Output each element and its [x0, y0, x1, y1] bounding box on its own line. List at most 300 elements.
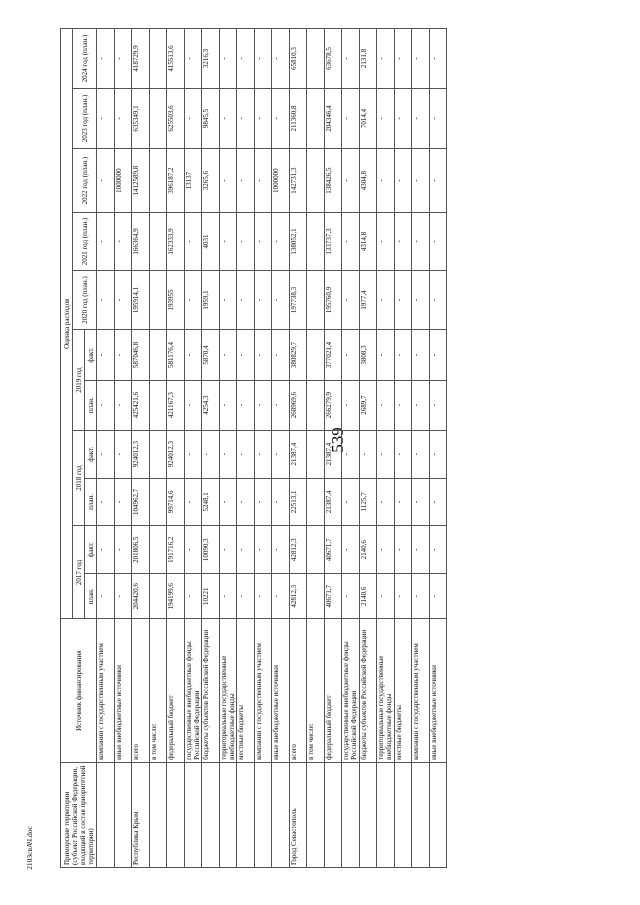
header-2023: 2023 год (план.) — [73, 89, 97, 149]
value-cell: 415513,6 — [167, 29, 185, 89]
source-cell: местные бюджеты — [237, 619, 255, 762]
table-row — [167, 29, 185, 868]
value-cell — [307, 270, 325, 330]
value-cell: - — [377, 526, 395, 574]
value-cell: - — [342, 148, 360, 213]
value-cell: - — [412, 213, 430, 270]
value-cell: - — [114, 526, 132, 574]
value-cell: - — [219, 270, 237, 330]
value-cell: - — [412, 89, 430, 149]
document-footer: 2103свАЧ.doc — [25, 826, 34, 870]
value-cell: - — [114, 430, 132, 478]
source-cell: всего — [132, 619, 150, 762]
territory-cell — [167, 762, 185, 867]
value-cell: 5248,1 — [202, 478, 220, 526]
header-2020: 2020 год (план.) — [73, 270, 97, 330]
value-cell: 9845,5 — [202, 89, 220, 149]
territory-cell — [114, 762, 132, 867]
value-cell: - — [429, 29, 447, 89]
value-cell: 1125,7 — [359, 478, 377, 526]
value-cell: - — [254, 89, 272, 149]
value-cell — [307, 89, 325, 149]
value-cell: - — [237, 148, 255, 213]
value-cell: - — [254, 330, 272, 380]
value-cell: - — [342, 270, 360, 330]
header-2019-fact: факт. — [85, 330, 97, 380]
value-cell: - — [237, 270, 255, 330]
value-cell: 42812,3 — [289, 574, 307, 619]
value-cell: 1977,4 — [359, 270, 377, 330]
header-territory: Приморские территории (субъект Российской Федерации, входящий в состав приоритетной территории) — [61, 762, 97, 867]
value-cell: 7014,4 — [359, 89, 377, 149]
value-cell: - — [97, 148, 115, 213]
value-cell: - — [342, 380, 360, 430]
value-cell — [307, 574, 325, 619]
value-cell: 211360,8 — [289, 89, 307, 149]
value-cell: 133737,3 — [324, 213, 342, 270]
value-cell: - — [114, 29, 132, 89]
value-cell: 4304,8 — [359, 148, 377, 213]
value-cell: 63678,5 — [324, 29, 342, 89]
value-cell: - — [219, 330, 237, 380]
value-cell: - — [219, 478, 237, 526]
value-cell — [149, 29, 167, 89]
value-cell: - — [394, 330, 412, 380]
value-cell: - — [377, 430, 395, 478]
value-cell: - — [429, 89, 447, 149]
value-cell: 1000000 — [114, 148, 132, 213]
value-cell: - — [184, 478, 202, 526]
header-source: Источник финансирования — [61, 619, 97, 762]
value-cell: 587046,8 — [132, 330, 150, 380]
value-cell: - — [254, 270, 272, 330]
value-cell: - — [394, 89, 412, 149]
value-cell: - — [429, 526, 447, 574]
value-cell: - — [429, 430, 447, 478]
value-cell — [307, 526, 325, 574]
value-cell: - — [394, 478, 412, 526]
territory-cell — [202, 762, 220, 867]
value-cell: - — [342, 330, 360, 380]
territory-cell — [324, 762, 342, 867]
value-cell: - — [184, 330, 202, 380]
table-row — [324, 29, 342, 868]
table-row — [97, 29, 115, 868]
value-cell: - — [219, 89, 237, 149]
source-cell: иные внебюджетные источники — [272, 619, 290, 762]
header-2024: 2024 год (план.) — [73, 29, 97, 89]
value-cell — [149, 380, 167, 430]
value-cell: - — [272, 330, 290, 380]
value-cell: - — [254, 380, 272, 430]
value-cell: - — [342, 526, 360, 574]
value-cell: 2140,6 — [359, 574, 377, 619]
value-cell: - — [184, 270, 202, 330]
value-cell: 193955 — [167, 270, 185, 330]
value-cell: - — [184, 526, 202, 574]
value-cell: - — [114, 270, 132, 330]
value-cell: - — [237, 380, 255, 430]
value-cell: - — [377, 89, 395, 149]
value-cell: - — [377, 478, 395, 526]
value-cell: - — [377, 29, 395, 89]
source-cell: территориальные государственные внебюджетные фонды — [219, 619, 237, 762]
header-2017-plan: план. — [85, 574, 97, 619]
source-cell: бюджеты субъектов Российской Федерации — [359, 619, 377, 762]
value-cell: 142731,3 — [289, 148, 307, 213]
value-cell: 197738,3 — [289, 270, 307, 330]
territory-cell — [377, 762, 395, 867]
source-cell: федеральный бюджет — [167, 619, 185, 762]
value-cell: 166364,9 — [132, 213, 150, 270]
value-cell — [307, 430, 325, 478]
value-cell: 1959,1 — [202, 270, 220, 330]
source-cell: бюджеты субъектов Российской Федерации — [202, 619, 220, 762]
source-cell: государственные внебюджетные фонды Российской Федерации — [342, 619, 360, 762]
value-cell: - — [114, 213, 132, 270]
value-cell: - — [97, 380, 115, 430]
value-cell: - — [184, 29, 202, 89]
value-cell: - — [429, 330, 447, 380]
value-cell: 2131,8 — [359, 29, 377, 89]
territory-cell — [307, 762, 325, 867]
value-cell — [307, 148, 325, 213]
table-row — [429, 29, 447, 868]
value-cell: - — [342, 478, 360, 526]
value-cell: - — [272, 213, 290, 270]
territory-cell: Город Севастополь — [289, 762, 307, 867]
table-row — [289, 29, 307, 868]
value-cell: - — [97, 526, 115, 574]
value-cell: - — [254, 430, 272, 478]
value-cell: 104962,7 — [132, 478, 150, 526]
value-cell: - — [342, 213, 360, 270]
value-cell: - — [254, 29, 272, 89]
table-row — [202, 29, 220, 868]
value-cell — [307, 213, 325, 270]
value-cell: 162333,9 — [167, 213, 185, 270]
value-cell: 1412589,8 — [132, 148, 150, 213]
value-cell: - — [114, 478, 132, 526]
value-cell: 194199,6 — [167, 574, 185, 619]
value-cell: - — [114, 330, 132, 380]
value-cell: 3216,3 — [202, 29, 220, 89]
value-cell: - — [97, 574, 115, 619]
value-cell: - — [377, 148, 395, 213]
value-cell: 22513,1 — [289, 478, 307, 526]
value-cell: - — [114, 89, 132, 149]
value-cell — [149, 89, 167, 149]
table-row — [272, 29, 290, 868]
source-cell: территориальные государственные внебюджетные фонды — [377, 619, 395, 762]
territory-cell — [272, 762, 290, 867]
value-cell: - — [97, 29, 115, 89]
header-2017-fact: факт. — [85, 526, 97, 574]
value-cell: - — [272, 380, 290, 430]
value-cell: - — [429, 270, 447, 330]
territory-cell — [359, 762, 377, 867]
value-cell — [149, 148, 167, 213]
value-cell: - — [97, 478, 115, 526]
table-row — [359, 29, 377, 868]
value-cell: - — [97, 330, 115, 380]
value-cell: - — [237, 478, 255, 526]
value-cell: - — [97, 213, 115, 270]
value-cell: - — [377, 330, 395, 380]
header-2018: 2018 год — [73, 430, 85, 526]
value-cell: - — [394, 270, 412, 330]
value-cell: 635349,1 — [132, 89, 150, 149]
value-cell — [149, 430, 167, 478]
territory-cell: Республика Крым — [132, 762, 150, 867]
value-cell: - — [219, 526, 237, 574]
value-cell: - — [272, 89, 290, 149]
value-cell: 13137 — [184, 148, 202, 213]
territory-cell — [97, 762, 115, 867]
value-cell: - — [237, 430, 255, 478]
table-row — [254, 29, 272, 868]
value-cell: - — [412, 380, 430, 430]
value-cell: 266279,9 — [324, 380, 342, 430]
source-cell: компании с государственным участием — [412, 619, 430, 762]
value-cell: 924012,3 — [167, 430, 185, 478]
value-cell: - — [184, 89, 202, 149]
value-cell: - — [412, 430, 430, 478]
value-cell — [149, 574, 167, 619]
value-cell: 1000000 — [272, 148, 290, 213]
territory-cell — [254, 762, 272, 867]
value-cell: 421167,3 — [167, 380, 185, 430]
territory-cell — [237, 762, 255, 867]
value-cell: 10090,3 — [202, 526, 220, 574]
value-cell: 201806,5 — [132, 526, 150, 574]
value-cell: - — [429, 478, 447, 526]
value-cell: - — [412, 526, 430, 574]
value-cell: 204420,6 — [132, 574, 150, 619]
value-cell: - — [272, 270, 290, 330]
value-cell: 3265,6 — [202, 148, 220, 213]
value-cell: - — [377, 213, 395, 270]
value-cell: 3808,3 — [359, 330, 377, 380]
value-cell: 4314,8 — [359, 213, 377, 270]
value-cell: - — [114, 380, 132, 430]
value-cell: - — [394, 430, 412, 478]
value-cell: 42812,3 — [289, 526, 307, 574]
value-cell: - — [254, 574, 272, 619]
value-cell: - — [377, 380, 395, 430]
value-cell: - — [429, 380, 447, 430]
value-cell: - — [342, 89, 360, 149]
value-cell — [149, 330, 167, 380]
territory-cell — [219, 762, 237, 867]
value-cell: - — [97, 270, 115, 330]
value-cell: - — [429, 213, 447, 270]
territory-cell — [429, 762, 447, 867]
header-2018-plan: план. — [85, 478, 97, 526]
value-cell: - — [412, 478, 430, 526]
header-2017: 2017 год — [73, 526, 85, 619]
value-cell: - — [202, 430, 220, 478]
header-2022: 2022 год (план.) — [73, 148, 97, 213]
value-cell: - — [394, 526, 412, 574]
value-cell — [149, 526, 167, 574]
value-cell: - — [394, 213, 412, 270]
value-cell: 268969,6 — [289, 380, 307, 430]
value-cell: - — [412, 574, 430, 619]
value-cell: - — [254, 213, 272, 270]
value-cell: - — [237, 330, 255, 380]
source-cell: местные бюджеты — [394, 619, 412, 762]
value-cell: - — [237, 213, 255, 270]
territory-cell — [412, 762, 430, 867]
rotated-table-container — [60, 28, 530, 868]
value-cell: 21387,4 — [289, 430, 307, 478]
territory-cell — [184, 762, 202, 867]
value-cell — [307, 478, 325, 526]
value-cell: - — [377, 574, 395, 619]
value-cell: - — [184, 574, 202, 619]
value-cell: 138426,5 — [324, 148, 342, 213]
value-cell: - — [272, 526, 290, 574]
header-2018-fact: факт. — [85, 430, 97, 478]
value-cell: - — [394, 148, 412, 213]
table-row — [307, 29, 325, 868]
value-cell: - — [342, 430, 360, 478]
value-cell: 425421,6 — [132, 380, 150, 430]
value-cell: 40671,7 — [324, 526, 342, 574]
value-cell: 65810,3 — [289, 29, 307, 89]
value-cell: - — [219, 380, 237, 430]
value-cell: - — [412, 29, 430, 89]
value-cell: - — [377, 270, 395, 330]
value-cell: - — [412, 148, 430, 213]
value-cell: 138052,1 — [289, 213, 307, 270]
table-row — [342, 29, 360, 868]
value-cell — [149, 213, 167, 270]
value-cell: - — [272, 430, 290, 478]
source-cell: государственные внебюджетные фонды Российской Федерации — [184, 619, 202, 762]
source-cell: иные внебюджетные источники — [114, 619, 132, 762]
source-cell: иные внебюджетные источники — [429, 619, 447, 762]
value-cell: 380829,7 — [289, 330, 307, 380]
value-cell: - — [272, 29, 290, 89]
value-cell: 4031 — [202, 213, 220, 270]
source-cell: федеральный бюджет — [324, 619, 342, 762]
header-estimate: Оценка расходов — [61, 29, 73, 619]
value-cell: - — [272, 574, 290, 619]
value-cell: - — [219, 148, 237, 213]
source-cell: в том числе: — [307, 619, 325, 762]
value-cell: - — [429, 148, 447, 213]
header-2019: 2019 год — [73, 330, 85, 430]
value-cell: 581176,4 — [167, 330, 185, 380]
value-cell: 195914,1 — [132, 270, 150, 330]
expenditure-table — [60, 28, 447, 868]
value-cell: - — [184, 430, 202, 478]
value-cell: 99714,6 — [167, 478, 185, 526]
table-row — [237, 29, 255, 868]
value-cell: - — [237, 89, 255, 149]
value-cell — [307, 330, 325, 380]
value-cell: - — [97, 89, 115, 149]
value-cell: 191716,2 — [167, 526, 185, 574]
table-row — [394, 29, 412, 868]
table-row — [149, 29, 167, 868]
value-cell: 10221 — [202, 574, 220, 619]
source-cell: компании с государственным участием — [97, 619, 115, 762]
value-cell: - — [219, 29, 237, 89]
value-cell: 21387,4 — [324, 478, 342, 526]
value-cell: - — [219, 213, 237, 270]
value-cell: 204346,4 — [324, 89, 342, 149]
value-cell: 2689,7 — [359, 380, 377, 430]
value-cell — [307, 380, 325, 430]
value-cell: - — [394, 29, 412, 89]
source-cell: в том числе: — [149, 619, 167, 762]
table-row — [184, 29, 202, 868]
value-cell: - — [184, 213, 202, 270]
value-cell: - — [97, 430, 115, 478]
source-cell: всего — [289, 619, 307, 762]
value-cell: 377021,4 — [324, 330, 342, 380]
source-cell: компании с государственным участием — [254, 619, 272, 762]
value-cell: 396187,2 — [167, 148, 185, 213]
table-row — [377, 29, 395, 868]
value-cell: - — [114, 574, 132, 619]
value-cell: - — [254, 478, 272, 526]
value-cell: - — [254, 526, 272, 574]
territory-cell — [342, 762, 360, 867]
value-cell: - — [394, 380, 412, 430]
value-cell: 5870,4 — [202, 330, 220, 380]
value-cell: 924012,3 — [132, 430, 150, 478]
value-cell: 4254,3 — [202, 380, 220, 430]
value-cell: 40671,7 — [324, 574, 342, 619]
value-cell: 2140,6 — [359, 526, 377, 574]
value-cell: - — [219, 430, 237, 478]
value-cell: - — [429, 574, 447, 619]
value-cell: 418729,9 — [132, 29, 150, 89]
value-cell: - — [394, 574, 412, 619]
value-cell: - — [342, 574, 360, 619]
value-cell: - — [237, 526, 255, 574]
table-body — [97, 29, 447, 868]
value-cell: 625503,6 — [167, 89, 185, 149]
value-cell: - — [184, 380, 202, 430]
value-cell — [307, 29, 325, 89]
value-cell: - — [359, 430, 377, 478]
page-number: 539 — [328, 427, 347, 453]
value-cell — [149, 478, 167, 526]
table-row — [132, 29, 150, 868]
value-cell: - — [342, 29, 360, 89]
value-cell: - — [412, 270, 430, 330]
territory-cell — [394, 762, 412, 867]
territory-cell — [149, 762, 167, 867]
value-cell: - — [254, 148, 272, 213]
value-cell: - — [412, 330, 430, 380]
value-cell: - — [219, 574, 237, 619]
value-cell: - — [237, 574, 255, 619]
value-cell: - — [272, 478, 290, 526]
table-header — [61, 29, 97, 868]
value-cell: - — [237, 29, 255, 89]
table-row — [412, 29, 430, 868]
table-row — [114, 29, 132, 868]
value-cell: 195760,9 — [324, 270, 342, 330]
table-row — [219, 29, 237, 868]
value-cell: 21387,4 — [324, 430, 342, 478]
